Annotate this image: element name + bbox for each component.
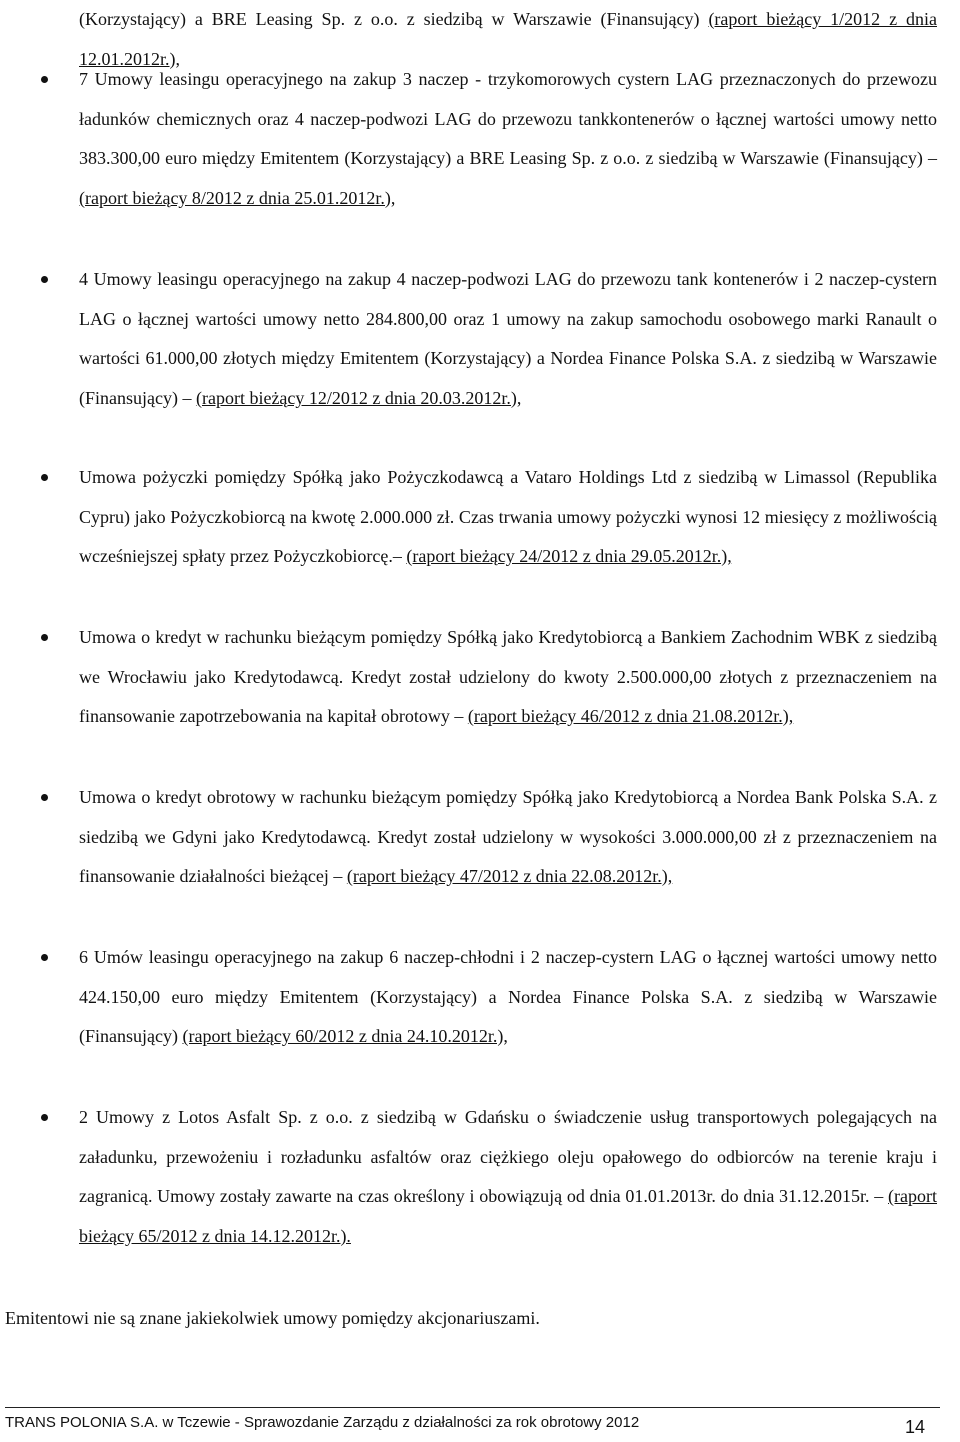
continuation-report-link[interactable]: (raport bieżący 1/2012 z dnia 12.01.2012r.), <box>79 9 937 69</box>
bullet-icon <box>41 474 48 481</box>
report-link[interactable]: (raport bieżący 12/2012 z dnia 20.03.2012r.), <box>195 387 522 408</box>
bullet-icon <box>41 954 48 961</box>
report-link[interactable]: (raport bieżący 46/2012 z dnia 21.08.2012r.), <box>467 706 794 727</box>
item-text: 6 Umów leasingu operacyjnego na zakup 6 naczep-chłodni i 2 naczep-cystern LAG o łącznej wartości umowy netto 424.150,00 euro między Emitentem (Korzystający) a Nordea Finance Polska S.A. z siedzibą w Warszawie (Finansujący) <box>79 947 937 1047</box>
footer-text: TRANS POLONIA S.A. w Tczewie - Sprawozdanie Zarządu z działalności za rok obrotowy 2012 <box>5 1414 640 1431</box>
continuation-text: (Korzystający) a BRE Leasing Sp. z o.o. z siedzibą w Warszawie (Finansujący) <box>79 9 709 29</box>
list-item <box>0 458 937 618</box>
list-item <box>0 60 937 260</box>
item-text: Umowa o kredyt w rachunku bieżącym pomiędzy Spółką jako Kredytobiorcą a Bankiem Zachodnim WBK z siedzibą we Wrocławiu jako Kredytodawcą. Kredyt został udzielony do kwoty 2.500.000,00 złotych z przeznaczeniem na finansowanie zapotrzebowania na kapitał obrotowy – <box>79 627 937 727</box>
bullet-icon <box>41 276 48 283</box>
closing-sentence: Emitentowi nie są znane jakiekolwiek umowy pomiędzy akcjonariuszami. <box>5 1308 540 1328</box>
bullet-icon <box>41 634 48 641</box>
report-link[interactable]: (raport bieżący 47/2012 z dnia 22.08.2012r.), <box>346 866 673 887</box>
list-item <box>0 1098 937 1298</box>
item-text: 7 Umowy leasingu operacyjnego na zakup 3 naczep - trzykomorowych cystern LAG przeznaczonych do przewozu ładunków chemicznych oraz 4 naczep-podwozi LAG do przewozu tankkontenerów o łącznej wartości umowy netto 383.300,00 euro między Emitentem (Korzystający) a BRE Leasing Sp. z o.o. z siedzibą w Warszawie (Finansujący) – <box>79 69 937 169</box>
item-text: Umowa pożyczki pomiędzy Spółką jako Pożyczkodawcą a Vataro Holdings Ltd z siedzibą w Limassol (Republika Cypru) jako Pożyczkobiorcą na kwotę 2.000.000 zł. Czas trwania umowy pożyczki wynosi 12 miesięcy z możliwością wcześniejszej spłaty przez Pożyczkobiorcę.– <box>79 467 937 567</box>
list-item <box>0 618 937 778</box>
item-text: 4 Umowy leasingu operacyjnego na zakup 4 naczep-podwozi LAG do przewozu tank kontenerów i 2 naczep-cystern LAG o łącznej wartości umowy netto 284.800,00 oraz 1 umowy na zakup samochodu osobowego marki Ranault o wartości 61.000,00 złotych między Emitentem (Korzystający) a Nordea Finance Polska S.A. z siedzibą w Warszawie (Finansujący) – <box>79 269 937 408</box>
list-item <box>0 778 937 938</box>
footer-divider <box>5 1407 940 1408</box>
item-text: 2 Umowy z Lotos Asfalt Sp. z o.o. z siedzibą w Gdańsku o świadczenie usług transportowych polegających na załadunku, przewożeniu i rozładunku asfaltów oraz ciężkiego oleju opałowego do odbiorców na terenie kraju i zagranicą. Umowy zostały zawarte na czas określony i obowiązują od dnia 01.01.2013r. do dnia 31.12.2015r. – <box>79 1107 937 1207</box>
bullet-icon <box>41 1114 48 1121</box>
bullet-icon <box>41 794 48 801</box>
page-number: 14 <box>905 1417 926 1437</box>
report-link[interactable]: (raport bieżący 8/2012 z dnia 25.01.2012r.), <box>79 187 396 208</box>
item-text: Umowa o kredyt obrotowy w rachunku bieżącym pomiędzy Spółką jako Kredytobiorcą a Nordea Bank Polska S.A. z siedzibą we Gdyni jako Kredytodawcą. Kredyt został udzielony w wysokości 3.000.000,00 zł z przeznaczeniem na finansowanie działalności bieżącej – <box>79 787 937 887</box>
bullet-icon <box>41 76 48 83</box>
list-item <box>0 260 937 458</box>
report-link[interactable]: (raport bieżący 65/2012 z dnia 14.12.2012r.). <box>79 1186 937 1246</box>
report-link[interactable]: (raport bieżący 24/2012 z dnia 29.05.2012r.), <box>406 546 732 567</box>
list-item <box>0 938 937 1098</box>
agreement-list <box>0 60 960 1298</box>
report-link[interactable]: (raport bieżący 60/2012 z dnia 24.10.2012r.), <box>182 1026 508 1047</box>
